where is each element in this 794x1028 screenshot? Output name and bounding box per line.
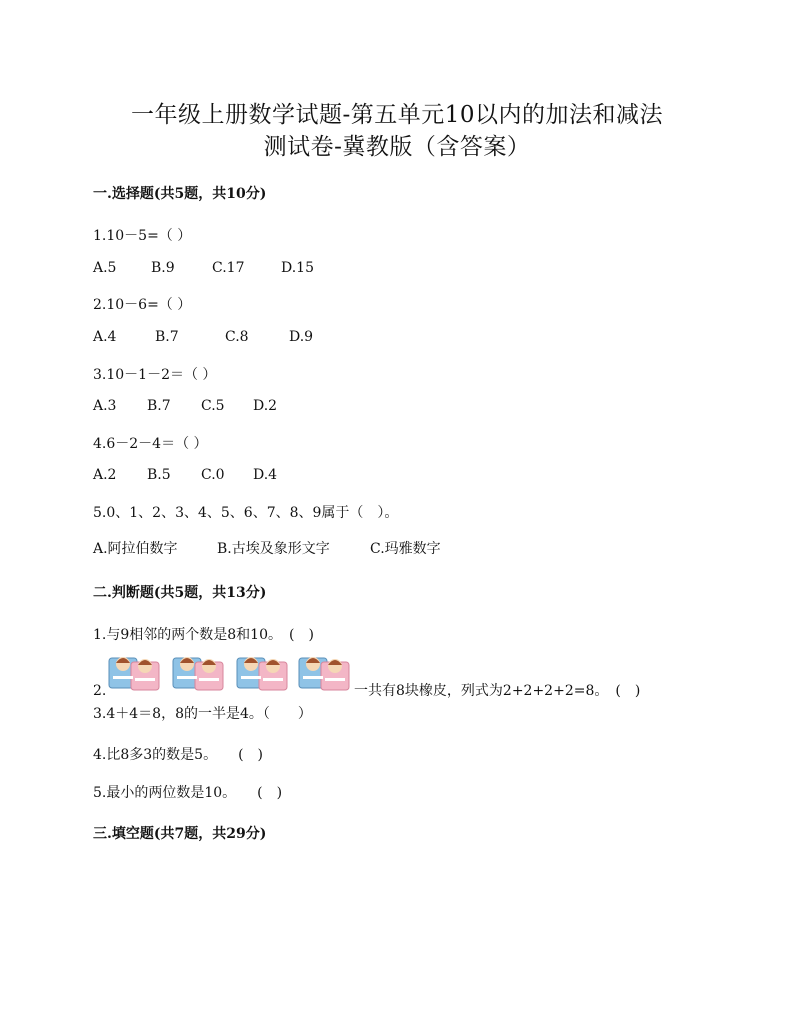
judge-q4: 4.比8多3的数是5。 ( ): [93, 747, 264, 763]
page-title-line1: 一年级上册数学试题-第五单元10以内的加法和减法: [130, 102, 664, 128]
page-title-line2: 测试卷-冀教版（含答案）: [263, 134, 531, 160]
option: D.2: [253, 398, 278, 414]
eraser-pair-icon: [171, 650, 225, 692]
choice-q4-stem: 4.6－2－4＝（ ）: [93, 436, 208, 452]
option: A.4: [93, 329, 117, 345]
option: C.0: [201, 467, 225, 483]
judge-q3: 3.4＋4＝8，8的一半是4。（ ）: [93, 706, 312, 722]
eraser-pair-icon: [235, 650, 289, 692]
option: B.5: [147, 467, 171, 483]
judge-q2-number: 2.: [93, 683, 107, 699]
option: A.2: [93, 467, 117, 483]
choice-q1-stem: 1.10－5=（ ）: [93, 228, 192, 244]
choice-q5-stem: 5.0、1、2、3、4、5、6、7、8、9属于（ ）。: [93, 505, 399, 521]
section-heading-judge: 二.判断题(共5题，共13分): [93, 585, 267, 601]
option: C.8: [225, 329, 249, 345]
choice-q2-stem: 2.10－6=（ ）: [93, 297, 192, 313]
option: B.9: [151, 260, 175, 276]
option: A.阿拉伯数字: [93, 541, 178, 557]
option: C.5: [201, 398, 225, 414]
judge-q1: 1.与9相邻的两个数是8和10。 ( ): [93, 627, 314, 643]
section-heading-fill: 三.填空题(共7题，共29分): [93, 826, 267, 842]
option: B.7: [155, 329, 179, 345]
option: D.9: [289, 329, 314, 345]
eraser-pair-icon: [297, 650, 351, 692]
choice-q3-stem: 3.10－1－2＝（ ）: [93, 367, 217, 383]
option: C.17: [212, 260, 245, 276]
eraser-pair-icon: [107, 650, 161, 692]
option: B.古埃及象形文字: [217, 541, 330, 557]
option: A.5: [93, 260, 117, 276]
option: B.7: [147, 398, 171, 414]
option: D.4: [253, 467, 278, 483]
section-heading-choice: 一.选择题(共5题，共10分): [93, 186, 267, 202]
eraser-illustration: [107, 650, 352, 692]
option: D.15: [281, 260, 314, 276]
judge-q5: 5.最小的两位数是10。 ( ): [93, 785, 283, 801]
judge-q2-text: 一共有8块橡皮，列式为2+2+2+2=8。 ( ): [354, 683, 641, 699]
option: C.玛雅数字: [370, 541, 441, 557]
option: A.3: [93, 398, 117, 414]
